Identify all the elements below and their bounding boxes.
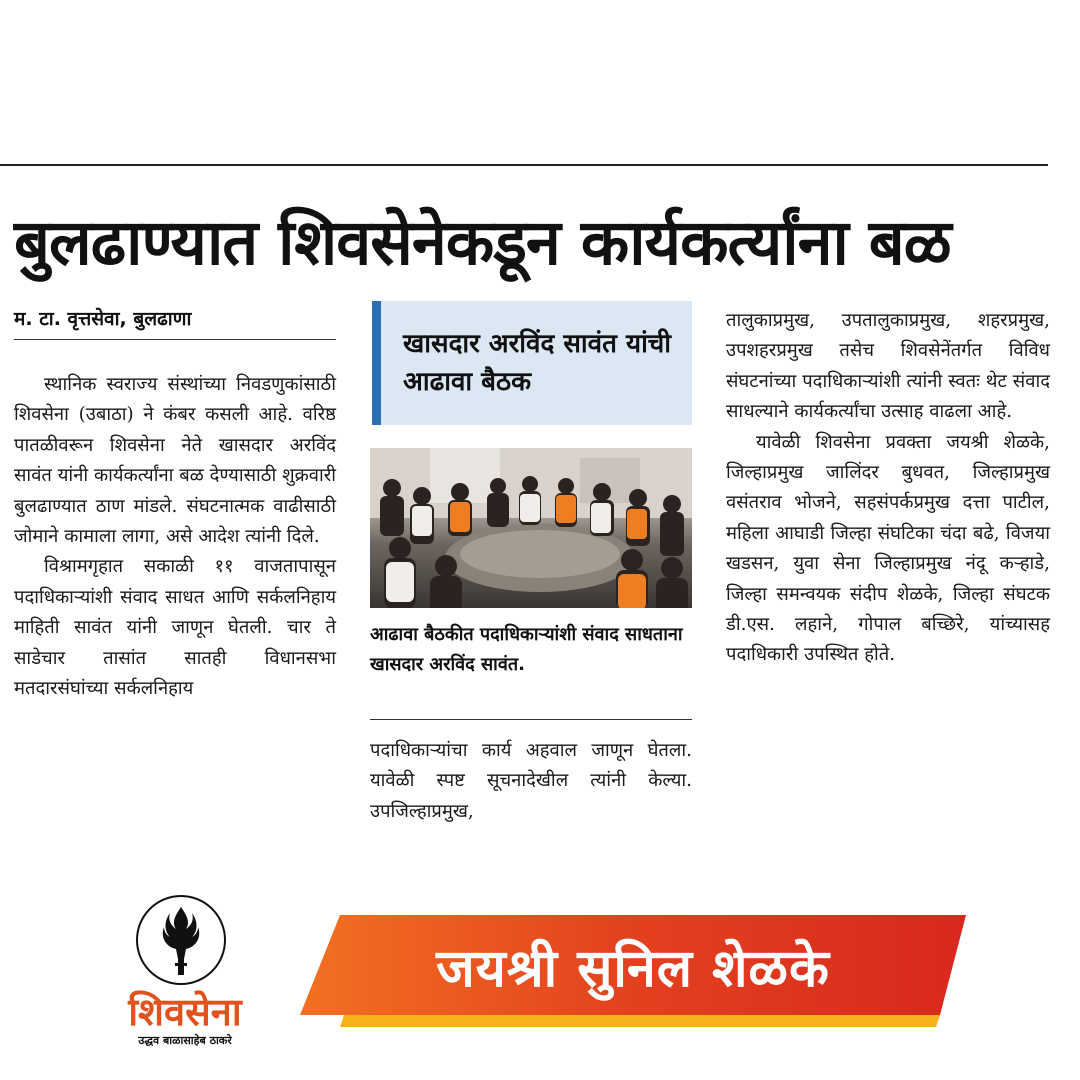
- caption-divider: [370, 719, 692, 720]
- article-column-2: [370, 736, 692, 827]
- article-byline: म. टा. वृत्तसेवा, बुलढाणा: [14, 308, 192, 330]
- article-column-3: [726, 306, 1050, 671]
- column-2-paragraph-1: पदाधिकाऱ्यांचा कार्य अहवाल जाणून घेतला. यावेळी स्पष्ट सूचनादेखील त्यांनी केल्या. उपजिल्हाप्रमुख,: [370, 740, 692, 822]
- banner-name-text: जयश्री सुनिल शेळके: [436, 939, 830, 999]
- byline-divider: [14, 339, 336, 340]
- column-1-paragraph-2: विश्रामगृहात सकाळी ११ वाजतापासून पदाधिकाऱ्यांशी संवाद साधत आणि सर्कलनिहाय माहिती सावंत यांनी जाणून घेतली. चार ते साडेचार तासांत सातही विधानसभा मतदारसंघांच्या सर्कलनिहाय: [14, 556, 336, 700]
- article-column-1: [14, 370, 336, 704]
- meeting-photo: [370, 448, 692, 608]
- article-headline: बुलढाण्यात शिवसेनेकडून कार्यकर्त्यांना बळ: [14, 206, 951, 279]
- top-divider-rule: [0, 164, 1048, 166]
- column-1-paragraph-1: स्थानिक स्वराज्य संस्थांच्या निवडणुकांसाठी शिवसेना (उबाठा) ने कंबर कसली आहे. वरिष्ठ पातळीवरून शिवसेना नेते खासदार अरविंद सावंत यांनी कार्यकर्त्यांना बळ देण्यासाठी शुक्रवारी बुलढाण्यात ठाण मांडले. संघटनात्मक वाढीसाठी जोमाने कामाला लागा, असे आदेश त्यांनी दिले.: [14, 374, 336, 548]
- name-banner: [300, 915, 966, 1027]
- shivsena-logo: [100, 885, 270, 1055]
- column-3-paragraph-1: तालुकाप्रमुख, उपतालुकाप्रमुख, शहरप्रमुख, उपशहरप्रमुख तसेच शिवसेनेंतर्गत विविध संघटनांच्या पदाधिकाऱ्यांशी त्यांनी स्वतः थेट संवाद साधल्याने कार्यकर्त्यांचा उत्साह वाढला आहे.: [726, 310, 1050, 423]
- flaming-torch-icon: [138, 897, 224, 983]
- photo-caption: आढावा बैठकीत पदाधिकाऱ्यांशी संवाद साधताना खासदार अरविंद सावंत.: [370, 624, 683, 675]
- column-3-paragraph-2: यावेळी शिवसेना प्रवक्ता जयश्री शेळके, जिल्हाप्रमुख जालिंदर बुधवत, जिल्हाप्रमुख वसंतराव भोजने, सहसंपर्कप्रमुख दत्ता पाटील, महिला आघाडी जिल्हा संघटिका चंदा बढे, विजया खडसन, युवा सेना जिल्हाप्रमुख नंदू कऱ्हाडे, जिल्हा समन्वयक संदीप शेळके, जिल्हा संघटक डी.एस. लहाने, गोपाल बच्छिरे, यांच्यासह पदाधिकारी उपस्थित होते.: [726, 431, 1050, 666]
- logo-subtitle: उद्धव बाळासाहेब ठाकरे: [138, 1034, 232, 1047]
- meeting-photo-illustration: [370, 448, 692, 608]
- highlight-box: [372, 301, 692, 425]
- logo-wordmark: शिवसेना: [128, 990, 242, 1034]
- logo-emblem-circle: [136, 895, 226, 985]
- highlight-box-title: खासदार अरविंद सावंत यांची आढावा बैठक: [403, 329, 672, 397]
